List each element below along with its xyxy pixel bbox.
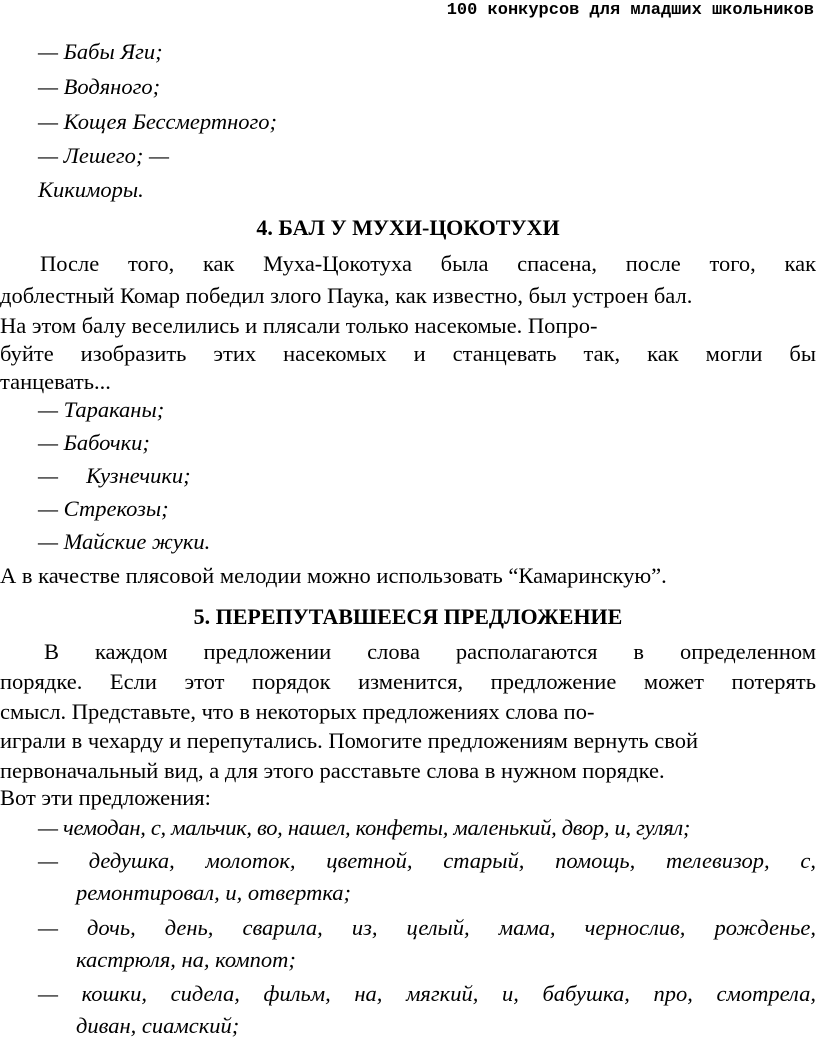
list-item: — Лешего; — [38,143,169,168]
list-item-continuation: ремонтировал, и, отвертка; [76,880,352,905]
paragraph-line: После того, как Муха-Цокотуха была спасена, после того, как [40,251,816,276]
paragraph-line: первоначальный вид, а для этого расставьте слова в нужном порядке. [0,758,665,783]
list-item: — Стрекозы; [38,496,169,521]
paragraph-line: буйте изобразить этих насекомых и станцевать так, как могли бы [0,341,816,366]
running-header: 100 конкурсов для младших школьников [446,1,814,20]
paragraph-line: доблестный Комар победил злого Паука, как известно, был устроен бал. [0,283,693,308]
paragraph-line: Вот эти предложения: [0,785,211,810]
list-item: — Бабочки; [38,430,150,455]
paragraph-line: танцевать... [0,369,111,394]
paragraph-line: играли в чехарду и перепутались. Помогите предложениям вернуть свой [0,728,698,753]
paragraph-line: На этом балу веселились и плясали только насекомые. Попро- [0,313,598,338]
list-item: — Водяного; [38,74,161,99]
list-item: — дедушка, молоток, цветной, старый, помощь, телевизор, с, [38,848,816,873]
paragraph-line: порядке. Если этот порядок изменится, предложение может потерять [0,669,816,694]
list-item: — Кощея Бессмертного; [38,109,277,134]
paragraph-line: А в качестве плясовой мелодии можно использовать “Камаринскую”. [0,563,667,588]
list-item-continuation: кастрюля, на, компот; [76,947,296,972]
list-item: — чемодан, с, мальчик, во, нашел, конфеты, маленький, двор, и, гулял; [38,815,691,840]
list-item: — Майские жуки. [38,529,211,554]
list-item: — Кузнечики; [38,463,191,488]
list-item: — кошки, сидела, фильм, на, мягкий, и, бабушка, про, смотрела, [38,981,816,1006]
list-item: Кикиморы. [38,177,144,202]
list-item: — Тараканы; [38,397,165,422]
list-item: — дочь, день, сварила, из, целый, мама, чернослив, рожденье, [38,915,816,940]
list-item: — Бабы Яги; [38,39,163,64]
section-heading: 4. БАЛ У МУХИ-ЦОКОТУХИ [256,215,560,240]
paragraph-line: смысл. Представьте, что в некоторых предложениях слова по- [0,699,595,724]
list-item-continuation: диван, сиамский; [76,1013,240,1038]
section-heading: 5. ПЕРЕПУТАВШЕЕСЯ ПРЕДЛОЖЕНИЕ [193,604,623,629]
paragraph-line: В каждом предложении слова располагаются в определенном [44,639,816,664]
